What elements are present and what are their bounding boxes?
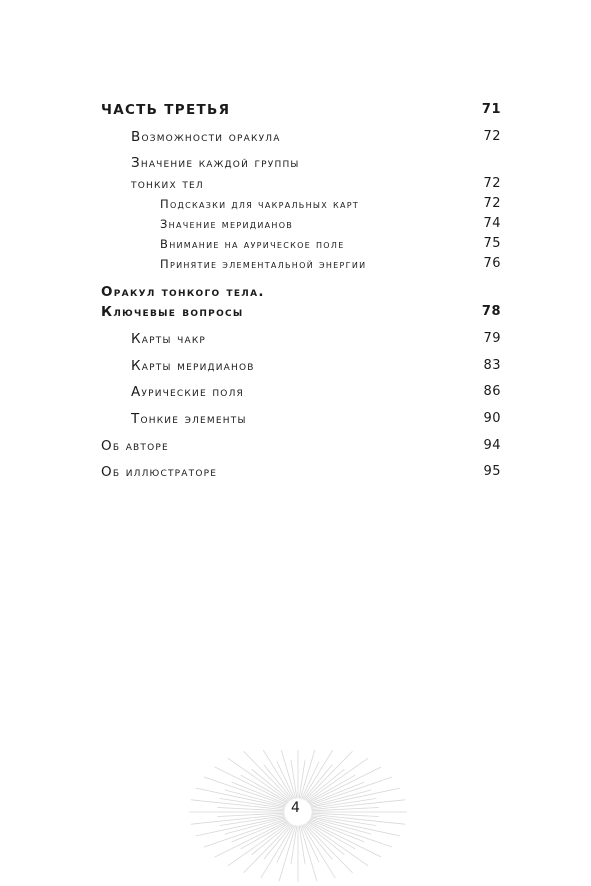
toc-entry-label-line1: Значение каждой группы xyxy=(131,155,300,171)
sunburst-ray xyxy=(310,819,392,847)
toc-entry-page: 78 xyxy=(481,304,501,319)
toc-entry-label: Значение меридианов xyxy=(160,217,294,231)
sunburst-ray xyxy=(204,819,286,847)
toc-entry-page: 74 xyxy=(483,216,501,231)
toc-entry-chakra-card-hints[interactable] xyxy=(160,196,501,212)
sunburst-ray xyxy=(228,758,289,801)
toc-entry-label: Внимание на аурическое поле xyxy=(160,237,345,251)
toc-entry-label: ЧАСТЬ ТРЕТЬЯ xyxy=(101,102,231,118)
toc-entry-page: 94 xyxy=(483,438,501,453)
toc-entry-subtle-body-oracle[interactable] xyxy=(101,284,501,300)
toc-entry-label: Об иллюстраторе xyxy=(101,464,218,480)
toc-entry-label-line2: тонких тел xyxy=(131,176,204,192)
sunburst-ornament xyxy=(175,750,421,886)
toc-entry-subtle-bodies-meaning[interactable] xyxy=(131,155,501,171)
toc-entry-label-line1: Оракул тонкого тела. xyxy=(101,284,265,300)
toc-entry-page: 75 xyxy=(483,236,501,251)
toc-entry-about-author[interactable] xyxy=(101,438,501,454)
toc-entry-page: 86 xyxy=(483,384,501,399)
sunburst-rays xyxy=(190,750,407,882)
sunburst-ray xyxy=(304,765,332,799)
toc-entry-subtle-elements[interactable] xyxy=(131,411,501,427)
toc-entry-label: Тонкие элементы xyxy=(131,411,247,427)
toc-entry-page: 72 xyxy=(483,176,501,191)
toc-entry-label: Подсказки для чакральных карт xyxy=(160,197,360,211)
toc-entry-page: 72 xyxy=(483,129,501,144)
sunburst-ray xyxy=(228,823,289,866)
toc-entry-subtle-body-oracle-cont[interactable] xyxy=(101,304,501,320)
toc-entry-chakra-cards[interactable] xyxy=(131,331,501,347)
toc-entry-page: 79 xyxy=(483,331,501,346)
toc-entry-label: Аурические поля xyxy=(131,384,244,400)
page-number: 4 xyxy=(291,800,300,816)
sunburst-ray xyxy=(264,825,292,859)
sunburst-ray xyxy=(307,758,368,801)
toc-entry-meridians-meaning[interactable] xyxy=(160,216,501,232)
toc-entry-page: 72 xyxy=(483,196,501,211)
sunburst-ray xyxy=(264,765,292,799)
toc-entry-label: Принятие элементальной энергии xyxy=(160,257,367,271)
toc-entry-auric-field-attention[interactable] xyxy=(160,236,501,252)
toc-entry-label: Карты меридианов xyxy=(131,358,255,374)
toc-entry-page: 95 xyxy=(483,464,501,479)
sunburst-ray xyxy=(307,823,368,866)
toc-entry-meridian-cards[interactable] xyxy=(131,358,501,374)
toc-entry-subtle-bodies-meaning-cont[interactable] xyxy=(131,176,501,192)
toc-entry-page: 76 xyxy=(483,256,501,271)
toc-entry-auric-fields[interactable] xyxy=(131,384,501,400)
toc-entry-elemental-energy[interactable] xyxy=(160,256,501,272)
sunburst-ray xyxy=(304,825,332,859)
toc-entry-page: 71 xyxy=(481,102,501,117)
toc-entry-oracle-possibilities[interactable] xyxy=(131,129,501,145)
toc-entry-page: 90 xyxy=(483,411,501,426)
toc-entry-label-line2: Ключевые вопросы xyxy=(101,304,244,320)
toc-entry-part-three[interactable] xyxy=(101,102,501,118)
toc-entry-label: Об авторе xyxy=(101,438,169,454)
toc-entry-label: Карты чакр xyxy=(131,331,207,347)
toc-entry-about-illustrator[interactable] xyxy=(101,464,501,480)
toc-entry-page: 83 xyxy=(483,358,501,373)
toc-entry-label: Возможности оракула xyxy=(131,129,281,145)
